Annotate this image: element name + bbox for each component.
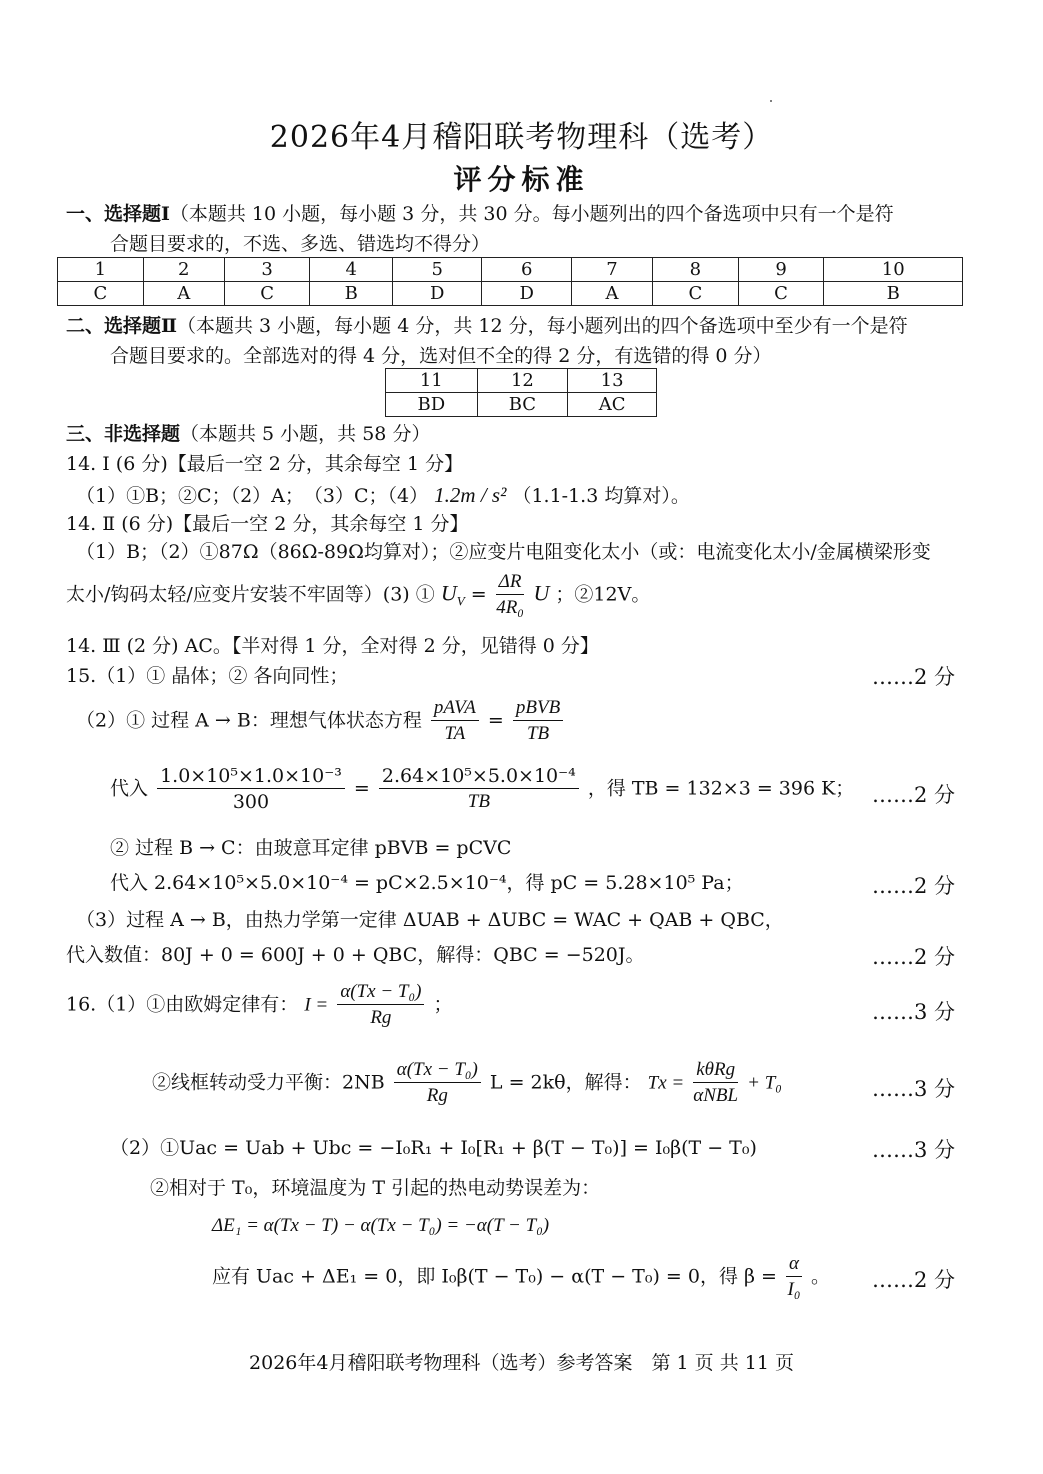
q16-ohm-pre: 16.（1）①由欧姆定律有：: [66, 993, 299, 1016]
q16-voltage-eq: （2）①Uac = Uab + Ubc = −I₀R₁ + I₀[R₁ + β(T − T₀)] = I₀β(T − T₀): [110, 1137, 757, 1159]
score-mark: ……2 分: [871, 945, 955, 969]
section3-heading: 三、非选择题: [66, 423, 181, 445]
fraction-denominator: TB: [467, 791, 490, 812]
q15-qbc-result: 代入数值：80J + 0 = 600J + 0 + QBC，解得：QBC = −520J。: [66, 944, 645, 966]
table-cell: B: [824, 282, 963, 306]
q16-tx-post: + T₀: [747, 1072, 782, 1094]
fraction-numerator: pBVB: [513, 696, 563, 721]
fraction-numerator: α(Tx − T₀): [394, 1058, 481, 1083]
fraction-numerator: 1.0×10⁵×1.0×10⁻³: [157, 764, 345, 789]
q14-part1-value: 1.2m / s²: [434, 483, 507, 507]
fraction-denominator: 4R₀: [496, 597, 524, 618]
q14-part1-heading: 14. Ⅰ (6 分)【最后一空 2 分，其余每空 1 分】: [66, 453, 464, 475]
section1-answer-table: [57, 257, 963, 306]
q15-substitution: [110, 764, 854, 815]
section3-desc: （本题共 5 小题，共 58 分）: [180, 423, 431, 445]
q14-part2-line1: （1）B；（2）①87Ω（86Ω-89Ω均算对）；②应变片电阻变化太小（或：电流变化太小/金属横梁形变: [76, 541, 931, 563]
q16-torque-balance: [152, 1058, 782, 1109]
table-cell: 7: [571, 258, 652, 282]
q15-pc-result: 代入 2.64×10⁵×5.0×10⁻⁴ = pC×2.5×10⁻⁴，得 pC = 5.28×10⁵ Pa；: [110, 872, 744, 894]
table-row: [58, 282, 963, 306]
delta-r-fraction: [496, 570, 525, 621]
table-row: [386, 393, 657, 417]
q16-torque-mid: L = 2kθ，解得：: [489, 1071, 642, 1094]
fraction-numerator: α: [786, 1252, 802, 1277]
fraction-denominator: TA: [444, 723, 466, 744]
section3-heading-line: [66, 422, 430, 446]
q15-sub-pre: 代入: [110, 777, 149, 800]
table-cell: D: [392, 282, 481, 306]
section2-desc-line1: [66, 314, 908, 338]
q15-part2-line1: [76, 696, 566, 747]
q15-part2-pre: （2）① 过程 A → B：理想气体状态方程: [76, 709, 422, 732]
q14-part2-line2-pre: 太小/钩码太轻/应变片安装不牢固等）(3) ①: [66, 583, 435, 606]
q16-tx-lhs: Tx =: [647, 1072, 685, 1094]
q15-process-bc: ② 过程 B → C：由玻意耳定律 pBVB = pCVC: [110, 837, 512, 859]
table-cell: 12: [477, 369, 568, 393]
q14-part1-answer-pre: （1）①B；②C；（2）A； （3）C；（4）: [76, 485, 429, 507]
table-cell: 3: [224, 258, 310, 282]
substitution-fraction-b: [379, 764, 579, 815]
table-cell: AC: [568, 393, 657, 417]
section2-answer-table: [385, 368, 657, 417]
score-mark: ……3 分: [871, 1077, 955, 1101]
fraction-numerator: α(Tx − T₀): [337, 980, 424, 1005]
q15-sub-post: ，得 TB = 132×3 = 396 K；: [587, 777, 855, 800]
scan-speck: [770, 100, 772, 102]
table-cell: C: [58, 282, 144, 306]
fraction-denominator: I₀: [787, 1279, 801, 1300]
equals-sign: =: [487, 709, 504, 732]
table-cell: A: [143, 282, 224, 306]
fraction-denominator: Rg: [370, 1007, 392, 1028]
table-cell: BD: [386, 393, 478, 417]
section2-heading: 二、选择题Ⅱ: [66, 315, 178, 337]
table-cell: B: [310, 282, 393, 306]
table-cell: A: [571, 282, 652, 306]
q14-part2-line2: [66, 570, 650, 621]
score-mark: ……2 分: [871, 783, 955, 807]
fraction-numerator: 2.64×10⁵×5.0×10⁻⁴: [379, 764, 579, 789]
page-title: 2026年4月稽阳联考物理科（选考）: [269, 120, 774, 155]
uv-symbol: U: [440, 580, 457, 606]
q16-beta-result: [212, 1252, 830, 1303]
uv-subscript: V: [456, 593, 465, 609]
section1-desc2: 合题目要求的，不选、多选、错选均不得分）: [110, 233, 491, 255]
q14-part3: 14. Ⅲ (2 分) AC。【半对得 1 分，全对得 2 分，见错得 0 分】: [66, 635, 599, 657]
q14-part1-answer-post: （1.1-1.3 均算对）。: [512, 485, 690, 507]
fraction-numerator: pAVA: [431, 696, 479, 721]
q16-ohm-lhs: I =: [304, 994, 329, 1016]
table-cell: 4: [310, 258, 393, 282]
fraction-denominator: Rg: [426, 1085, 448, 1106]
section2-desc2: 合题目要求的。全部选对的得 4 分，选对但不全的得 2 分，有选错的得 0 分）: [110, 345, 772, 367]
table-cell: D: [482, 282, 571, 306]
section1-desc1: （本题共 10 小题，每小题 3 分，共 30 分。每小题列出的四个备选项中只有一个是符: [169, 203, 894, 225]
fraction-denominator: 300: [232, 791, 270, 813]
q16-torque-pre: ②线框转动受力平衡：2NB: [152, 1071, 385, 1094]
table-cell: 10: [824, 258, 963, 282]
tx-fraction: [693, 1058, 738, 1109]
fraction-numerator: kθRg: [693, 1058, 738, 1083]
table-row: [386, 369, 657, 393]
table-cell: C: [224, 282, 310, 306]
page-footer: 2026年4月稽阳联考物理科（选考）参考答案 第 1 页 共 11 页: [249, 1352, 794, 1374]
section1-heading: 一、选择题Ⅰ: [66, 203, 170, 225]
q16-ohm-post: ；: [433, 993, 453, 1016]
page-subtitle: 评分标准: [453, 163, 590, 196]
q14-part2-tail: ；②12V。: [555, 583, 651, 606]
table-cell: 9: [738, 258, 824, 282]
table-cell: 11: [386, 369, 478, 393]
equals-sign: =: [353, 777, 370, 800]
table-cell: 2: [143, 258, 224, 282]
q16-beta-post: 。: [811, 1265, 831, 1288]
table-cell: 1: [58, 258, 144, 282]
beta-fraction: [786, 1252, 802, 1303]
table-cell: C: [738, 282, 824, 306]
q15-part1: 15.（1）① 晶体；② 各向同性；: [66, 665, 349, 687]
score-mark: ……3 分: [871, 1000, 955, 1024]
table-cell: 6: [482, 258, 571, 282]
q16-ohm-law: [66, 980, 453, 1031]
q16-beta-pre: 应有 Uac + ΔE₁ = 0，即 I₀β(T − T₀) − α(T − T₀) = 0，得 β =: [212, 1265, 777, 1288]
fraction-denominator: TB: [526, 723, 550, 744]
section1-desc-line1: [66, 202, 894, 226]
substitution-fraction-a: [157, 764, 345, 815]
q16-error-eq: ΔE₁ = α(Tx − T) − α(Tx − T₀) = −α(T − T₀): [212, 1215, 550, 1236]
score-mark: ……3 分: [871, 1138, 955, 1162]
table-cell: 13: [568, 369, 657, 393]
table-cell: BC: [477, 393, 568, 417]
ohm-fraction: [337, 980, 424, 1031]
state-fraction-b: [513, 696, 563, 747]
section2-desc1: （本题共 3 小题，每小题 4 分，共 12 分，每小题列出的四个备选项中至少有一个是符: [177, 315, 908, 337]
fraction-denominator: αNBL: [693, 1085, 739, 1106]
table-cell: 8: [653, 258, 739, 282]
q16-error-intro: ②相对于 T₀，环境温度为 T 引起的热电动势误差为：: [150, 1177, 601, 1199]
table-row: [58, 258, 963, 282]
q14-part2-heading: 14. Ⅱ (6 分)【最后一空 2 分，其余每空 1 分】: [66, 513, 469, 535]
state-fraction-a: [431, 696, 479, 747]
table-cell: C: [653, 282, 739, 306]
q14-part1-answer: [76, 483, 690, 508]
equals-sign: =: [470, 583, 487, 606]
score-mark: ……2 分: [871, 874, 955, 898]
table-cell: 5: [392, 258, 481, 282]
fraction-numerator: ΔR: [496, 570, 525, 595]
u-symbol: U: [533, 580, 550, 606]
score-mark: ……2 分: [871, 665, 955, 689]
score-mark: ……2 分: [871, 1268, 955, 1292]
q15-first-law: （3）过程 A → B，由热力学第一定律 ΔUAB + ΔUBC = WAC + QAB + QBC，: [76, 909, 784, 931]
torque-fraction: [394, 1058, 481, 1109]
